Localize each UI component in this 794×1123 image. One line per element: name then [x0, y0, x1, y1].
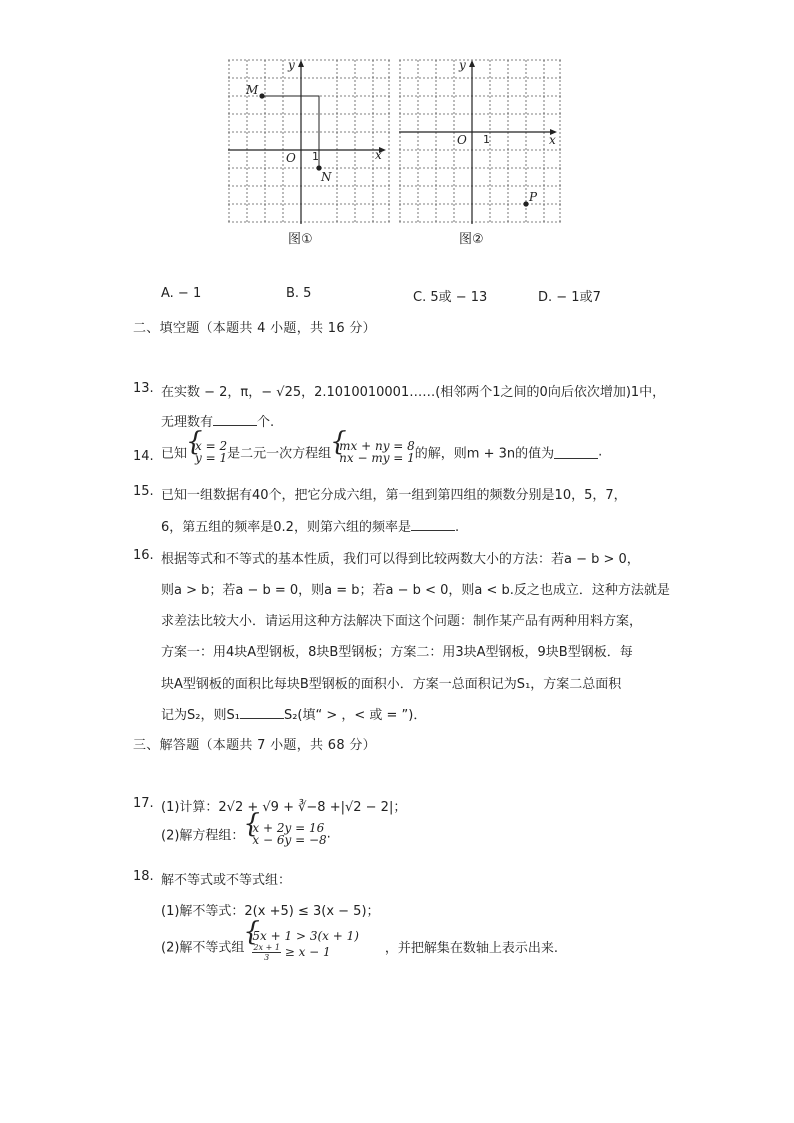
q16-number: 16. [133, 548, 154, 563]
q14-tail: . [598, 444, 603, 460]
q14-sys2-a: { mx + ny = 8 [339, 439, 415, 453]
q18-part1: (1)解不等式：2(x +5) ≤ 3(x − 5)； [161, 904, 380, 919]
q15-line2-tail: . [454, 520, 460, 535]
q18-part2-post: ，并把解集在数轴上表示出来. [384, 940, 559, 956]
q16-line6-post: S₂(填“ > ，< 或 = ”)． [283, 708, 427, 723]
option-a: A. − 1 [161, 286, 202, 301]
q17-part2 [161, 822, 331, 846]
q14-system-2 [331, 440, 415, 464]
q16-line1: 根据等式和不等式的基本性质，我们可以得到比较两数大小的方法：若a − b > 0， [161, 552, 640, 567]
q16-line6 [161, 704, 426, 723]
q17-part1: (1)计算：2√2 + √9 + ∛−8 +|√2 − 2|； [161, 800, 407, 815]
q16-line3: 求差法比较大小．请运用这种方法解决下面这个问题：制作某产品有两种用料方案， [161, 614, 643, 629]
q17-number: 17. [133, 796, 154, 811]
fig1-point-m: M [246, 83, 259, 97]
q15-line2-text: 6，第五组的频率是0.2，则第六组的频率是 [161, 520, 411, 535]
q13-line2-tail: 个. [257, 415, 275, 430]
q15-line1: 已知一组数据有40个，把它分成六组，第一组到第四组的频数分别是10，5，7， [161, 488, 627, 503]
q18-sys-a: { 5x + 1 > 3(x + 1) [252, 929, 359, 943]
q14-sys1-b: y = 1 [195, 451, 228, 465]
q18-frac-den: 3 [264, 953, 270, 962]
q16-line6-pre: 记为S₂，则S₁ [161, 708, 240, 723]
fig1-caption: 图① [288, 232, 313, 247]
q18-sys-b-tail: ≥ x − 1 [284, 945, 331, 959]
q18-intro: 解不等式或不等式组： [161, 873, 292, 888]
fig1-unit: 1 [312, 150, 319, 163]
q18-part2 [161, 930, 558, 962]
q17-system [244, 822, 326, 846]
q13-line2-text: 无理数有 [161, 415, 214, 430]
q14-system-1 [187, 440, 227, 464]
q14-sys1-a: { x = 2 [195, 439, 228, 453]
q18-fraction [252, 943, 280, 962]
q17-sys-a: { x + 2y = 16 [252, 821, 325, 835]
fig2-axis-y: y [459, 58, 466, 72]
section-3-title: 三、解答题（本题共 7 小题，共 68 分） [133, 738, 376, 753]
q14-line [161, 440, 602, 464]
q13-blank[interactable] [213, 413, 257, 426]
point-m-marker [259, 93, 264, 98]
option-c: C. 5或 − 13 [413, 290, 488, 305]
option-b: B. 5 [286, 286, 312, 301]
q15-blank[interactable] [411, 518, 455, 531]
point-p-marker [523, 201, 528, 206]
fig1-axis-y: y [288, 58, 295, 72]
q16-line2: 则a > b；若a − b = 0，则a = b；若a − b < 0，则a < b.反之也成立．这种方法就是 [161, 583, 670, 598]
q17-sys-b: x − 6y = −8 [252, 833, 327, 847]
fig2-unit: 1 [483, 133, 490, 146]
fig1-axis-x: x [375, 148, 382, 162]
q14-number: 14. [133, 449, 154, 464]
q15-line2 [161, 516, 459, 535]
fig2-axis-x: x [549, 133, 556, 147]
q18-number: 18. [133, 869, 154, 884]
q13-line1: 在实数 − 2，π，− √25，2.1010010001……(相邻两个1之间的0向后依次增加)1中， [161, 385, 666, 400]
option-d: D. − 1或7 [538, 290, 601, 305]
q16-blank[interactable] [240, 706, 284, 719]
q14-post: 的解，则m + 3n的值为 [414, 446, 555, 462]
q14-mid: 是二元一次方程组 [227, 446, 332, 462]
fig1-origin: O [286, 151, 296, 165]
q18-sys-b [252, 943, 359, 962]
q16-line4: 方案一：用4块A型钢板，8块B型钢板；方案二：用3块A型钢板，9块B型钢板．每 [161, 645, 633, 660]
figure-2 [399, 58, 563, 226]
q13-line2 [161, 411, 274, 430]
fig1-point-n: N [321, 170, 332, 184]
q14-pre: 已知 [161, 446, 188, 462]
q18-part2-pre: (2)解不等式组 [161, 940, 245, 956]
q17-part2-pre: (2)解方程组： [161, 828, 245, 844]
figure-1 [228, 58, 392, 226]
q18-system [244, 930, 359, 962]
q18-frac-num: 2x + 1 [253, 943, 280, 952]
fig2-origin: O [457, 133, 467, 147]
q16-line5: 块A型钢板的面积比每块B型钢板的面积小．方案一总面积记为S₁，方案二总面积 [161, 677, 622, 692]
q13-number: 13. [133, 381, 154, 396]
q14-blank[interactable] [554, 446, 598, 459]
section-2-title: 二、填空题（本题共 4 小题，共 16 分） [133, 321, 376, 336]
q17-part2-post: . [326, 826, 331, 842]
fig2-caption: 图② [459, 232, 484, 247]
q15-number: 15. [133, 484, 154, 499]
q14-sys2-b: nx − my = 1 [339, 451, 415, 465]
fig2-point-p: P [529, 190, 538, 204]
